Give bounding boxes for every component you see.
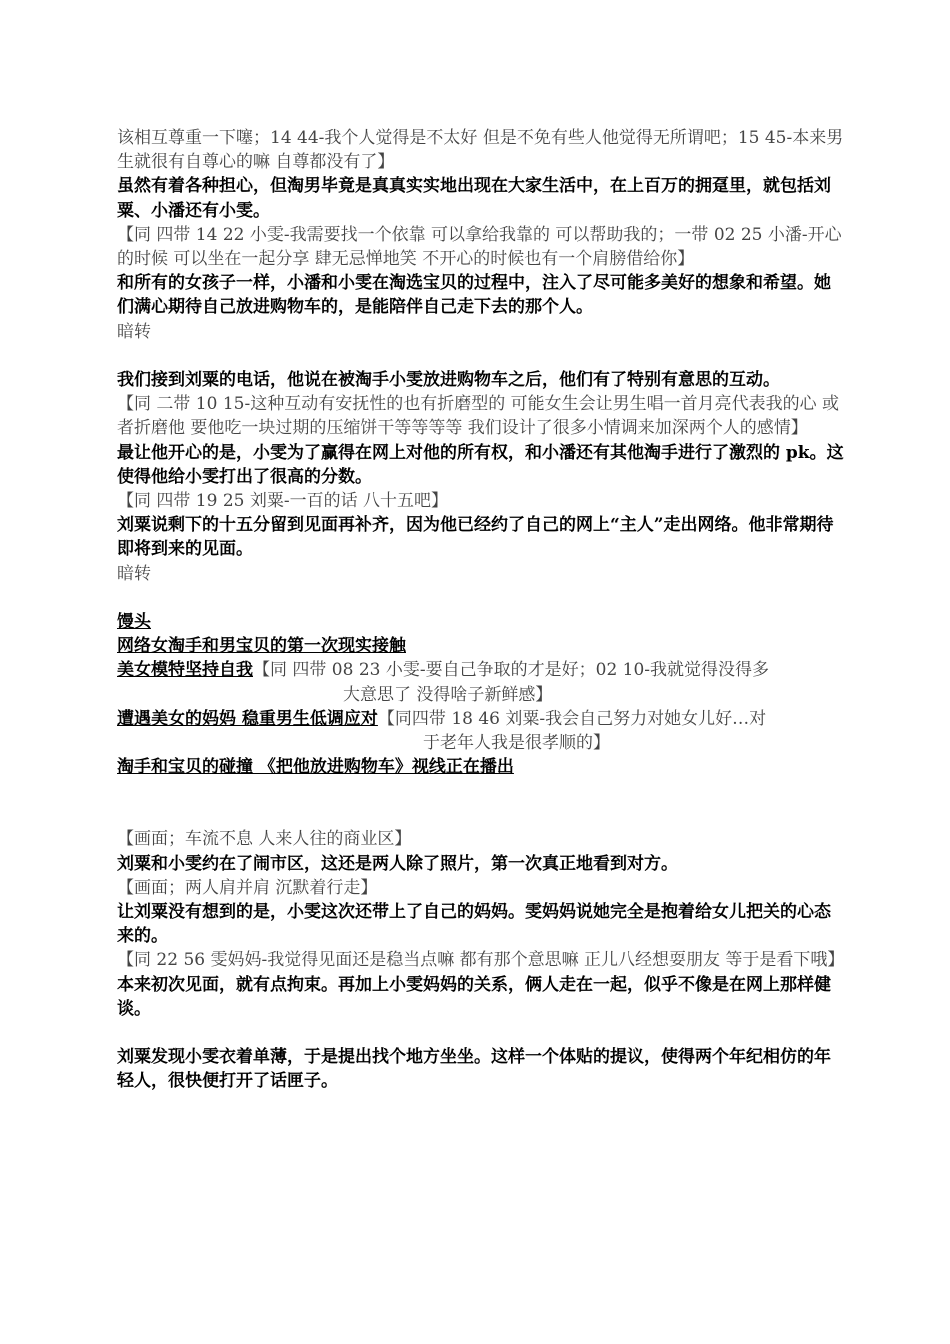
- headline-quote-continued: 大意思了 没得啥子新鲜感】: [343, 684, 553, 705]
- narration-line: 本来初次见面，就有点拘束。再加上小雯妈妈的关系，俩人走在一起，似乎不像是在网上那样健谈。: [117, 974, 831, 1019]
- section-heading: 网络女淘手和男宝贝的第一次现实接触: [117, 636, 406, 657]
- scene-note: 【画面；两人肩并肩 沉默着行走】: [117, 877, 378, 898]
- document-page: [117, 126, 847, 1094]
- narration-line: 和所有的女孩子一样，小潘和小雯在淘选宝贝的过程中，注入了尽可能多美好的想象和希望。她们满心期待自己放进购物车的，是能陪伴自己走下去的那个人。: [117, 273, 831, 318]
- transition-note: 暗转: [117, 563, 151, 584]
- narration-line: 最让他开心的是，小雯为了赢得在网上对他的所有权，和小潘还有其他淘手进行了激烈的 pk。这使得他给小雯打出了很高的分数。: [117, 442, 844, 487]
- quote-line: 【同 四带 14 22 小雯-我需要找一个依靠 可以拿给我靠的 可以帮助我的；一带 02 25 小潘-开心的时候 可以坐在一起分享 肆无忌惮地笑 不开心的时候也有一个肩膀借给你】: [117, 224, 842, 270]
- narration-line: 虽然有着各种担心，但淘男毕竟是真真实实地出现在大家生活中，在上百万的拥趸里，就包括刘粟、小潘还有小雯。: [117, 176, 831, 221]
- blank-line: [117, 1021, 847, 1045]
- narration-line: 刘粟和小雯约在了闹市区，这还是两人除了照片，第一次真正地看到对方。: [117, 853, 678, 874]
- headline-quote: 【同 四带 08 23 小雯-要自己争取的才是好；02 10-我就觉得没得多: [253, 660, 770, 681]
- headline-item: [117, 707, 847, 731]
- scene-note: 【画面；车流不息 人来人往的商业区】: [117, 829, 412, 850]
- narration-line: 刘粟说剩下的十五分留到见面再补齐，因为他已经约了自己的网上“主人”走出网络。他非常期待即将到来的见面。: [117, 515, 834, 560]
- blank-line: [117, 779, 847, 827]
- narration-line: 让刘粟没有想到的是，小雯这次还带上了自己的妈妈。雯妈妈说她完全是抱着给女儿把关的心态来的。: [117, 902, 831, 947]
- quote-line: 【同 22 56 雯妈妈-我觉得见面还是稳当点嘛 都有那个意思嘛 正儿八经想耍朋友 等于是看下哦】: [117, 950, 845, 971]
- headline-title: 遭遇美女的妈妈 稳重男生低调应对: [117, 708, 378, 729]
- section-heading: 淘手和宝贝的碰撞 《把他放进购物车》视线正在播出: [117, 757, 514, 778]
- blank-line: [117, 344, 847, 368]
- quote-line: 【同 四带 19 25 刘粟-一百的话 八十五吧】: [117, 491, 449, 512]
- quote-line: 该相互尊重一下噻；14 44-我个人觉得是不太好 但是不免有些人他觉得无所谓吧；15 45-本来男生就很有自尊心的嘛 自尊都没有了】: [117, 128, 844, 173]
- headline-quote-continued: 于老年人我是很孝顺的】: [423, 733, 610, 754]
- transition-note: 暗转: [117, 321, 151, 342]
- headline-quote: 【同四带 18 46 刘粟-我会自己努力对她女儿好…对: [377, 708, 767, 729]
- narration-line: 刘粟发现小雯衣着单薄，于是提出找个地方坐坐。这样一个体贴的提议，使得两个年纪相仿的年轻人，很快便打开了话匣子。: [117, 1047, 831, 1092]
- narration-line: 我们接到刘粟的电话，他说在被淘手小雯放进购物车之后，他们有了特别有意思的互动。: [117, 370, 780, 391]
- headline-item: [117, 658, 847, 682]
- quote-line: 【同 二带 10 15-这种互动有安抚性的也有折磨型的 可能女生会让男生唱一首月亮代表我的心 或者折磨他 要他吃一块过期的压缩饼干等等等等 我们设计了很多小情调来加深两个人的感情】: [117, 394, 840, 439]
- section-heading: 馒头: [117, 612, 151, 633]
- blank-line: [117, 586, 847, 610]
- headline-title: 美女模特坚持自我: [117, 660, 253, 681]
